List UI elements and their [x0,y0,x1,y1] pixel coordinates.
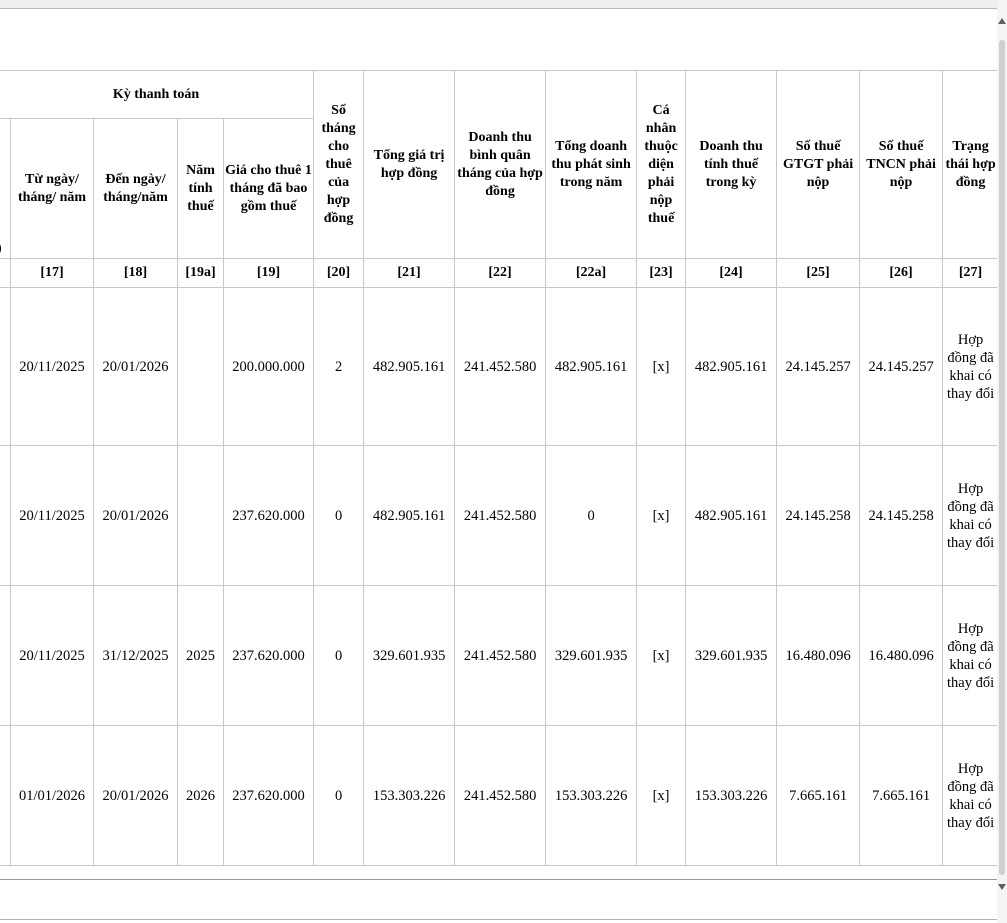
header-ky-thanh-toan: Kỳ thanh toán [0,71,314,119]
cell-ca-nhan: [x] [637,586,686,726]
cell-gtgt: 16.480.096 [777,586,860,726]
clipped-left-text [0,241,2,256]
clipped-cell [0,288,11,446]
cell-tong-gia-tri: 482.905.161 [364,446,455,586]
header-trang-thai: Trạng thái hợp đồng [943,71,999,259]
scroll-down-arrow-icon[interactable] [998,884,1006,890]
cell-tong-dt: 329.601.935 [546,586,637,726]
clipped-cell [0,726,11,866]
contract-payment-table [0,70,999,866]
cell-gia: 237.620.000 [224,446,314,586]
cell-ca-nhan: [x] [637,726,686,866]
cell-tong-gia-tri: 153.303.226 [364,726,455,866]
header-tong-gia-tri: Tổng giá trị hợp đồng [364,71,455,259]
cell-den-ngay: 20/01/2026 [94,288,178,446]
window-top-edge [0,0,1007,9]
cell-tu-ngay: 20/11/2025 [11,446,94,586]
cell-gia: 237.620.000 [224,726,314,866]
cell-tong-gia-tri: 482.905.161 [364,288,455,446]
cell-so-thang: 0 [314,446,364,586]
cell-dt-binh-quan: 241.452.580 [455,586,546,726]
section-divider-bottom [0,919,1000,920]
cell-nam [178,446,224,586]
cell-gtgt: 24.145.257 [777,288,860,446]
cell-dt-tinh-thue: 482.905.161 [686,288,777,446]
code-24: [24] [686,259,777,288]
cell-tong-dt: 482.905.161 [546,288,637,446]
cell-dt-binh-quan: 241.452.580 [455,288,546,446]
cell-tncn: 16.480.096 [860,586,943,726]
code-22a: [22a] [546,259,637,288]
cell-so-thang: 0 [314,726,364,866]
table-row [0,288,999,446]
cell-trang-thai: Hợp đồng đã khai có thay đổi [943,726,999,866]
section-divider [0,879,1000,880]
code-22: [22] [455,259,546,288]
code-18: [18] [94,259,178,288]
cell-tong-dt: 0 [546,446,637,586]
cell-trang-thai: Hợp đồng đã khai có thay đổi [943,288,999,446]
cell-den-ngay: 31/12/2025 [94,586,178,726]
cell-dt-binh-quan: 241.452.580 [455,726,546,866]
cell-tncn: 24.145.258 [860,446,943,586]
code-clipped [0,259,11,288]
cell-dt-tinh-thue: 482.905.161 [686,446,777,586]
cell-tong-dt: 153.303.226 [546,726,637,866]
scrollbar-thumb[interactable] [999,40,1005,875]
cell-tncn: 7.665.161 [860,726,943,866]
header-dt-tinh-thue: Doanh thu tính thuế trong kỳ [686,71,777,259]
header-dt-binh-quan: Doanh thu bình quân tháng của hợp đồng [455,71,546,259]
cell-den-ngay: 20/01/2026 [94,726,178,866]
cell-den-ngay: 20/01/2026 [94,446,178,586]
code-19a: [19a] [178,259,224,288]
cell-so-thang: 2 [314,288,364,446]
header-gia-cho-thue: Giá cho thuê 1 tháng đã bao gồm thuế [224,119,314,259]
code-26: [26] [860,259,943,288]
cell-gia: 200.000.000 [224,288,314,446]
code-17: [17] [11,259,94,288]
header-so-thang: Số tháng cho thuê của hợp đồng [314,71,364,259]
cell-gtgt: 24.145.258 [777,446,860,586]
scroll-up-arrow-icon[interactable] [998,18,1006,24]
cell-tncn: 24.145.257 [860,288,943,446]
cell-ca-nhan: [x] [637,446,686,586]
header-thue-gtgt: Số thuế GTGT phải nộp [777,71,860,259]
header-den-ngay: Đến ngày/ tháng/năm [94,119,178,259]
header-ca-nhan: Cá nhân thuộc diện phải nộp thuế [637,71,686,259]
table-row [0,726,999,866]
cell-tu-ngay: 20/11/2025 [11,288,94,446]
cell-so-thang: 0 [314,586,364,726]
code-21: [21] [364,259,455,288]
cell-dt-binh-quan: 241.452.580 [455,446,546,586]
cell-tu-ngay: 01/01/2026 [11,726,94,866]
cell-nam: 2025 [178,586,224,726]
header-clipped-left [0,119,11,259]
cell-nam [178,288,224,446]
code-25: [25] [777,259,860,288]
cell-nam: 2026 [178,726,224,866]
cell-trang-thai: Hợp đồng đã khai có thay đổi [943,446,999,586]
cell-ca-nhan: [x] [637,288,686,446]
table-row [0,446,999,586]
clipped-cell [0,446,11,586]
cell-gtgt: 7.665.161 [777,726,860,866]
code-19: [19] [224,259,314,288]
header-tu-ngay: Từ ngày/ tháng/ năm [11,119,94,259]
code-23: [23] [637,259,686,288]
table-row [0,586,999,726]
cell-dt-tinh-thue: 329.601.935 [686,586,777,726]
cell-trang-thai: Hợp đồng đã khai có thay đổi [943,586,999,726]
cell-gia: 237.620.000 [224,586,314,726]
cell-tong-gia-tri: 329.601.935 [364,586,455,726]
cell-dt-tinh-thue: 153.303.226 [686,726,777,866]
code-27: [27] [943,259,999,288]
clipped-cell [0,586,11,726]
header-thue-tncn: Số thuế TNCN phải nộp [860,71,943,259]
header-tong-dt-phat-sinh: Tổng doanh thu phát sinh trong năm [546,71,637,259]
header-nam-tinh-thue: Năm tính thuế [178,119,224,259]
cell-tu-ngay: 20/11/2025 [11,586,94,726]
code-20: [20] [314,259,364,288]
